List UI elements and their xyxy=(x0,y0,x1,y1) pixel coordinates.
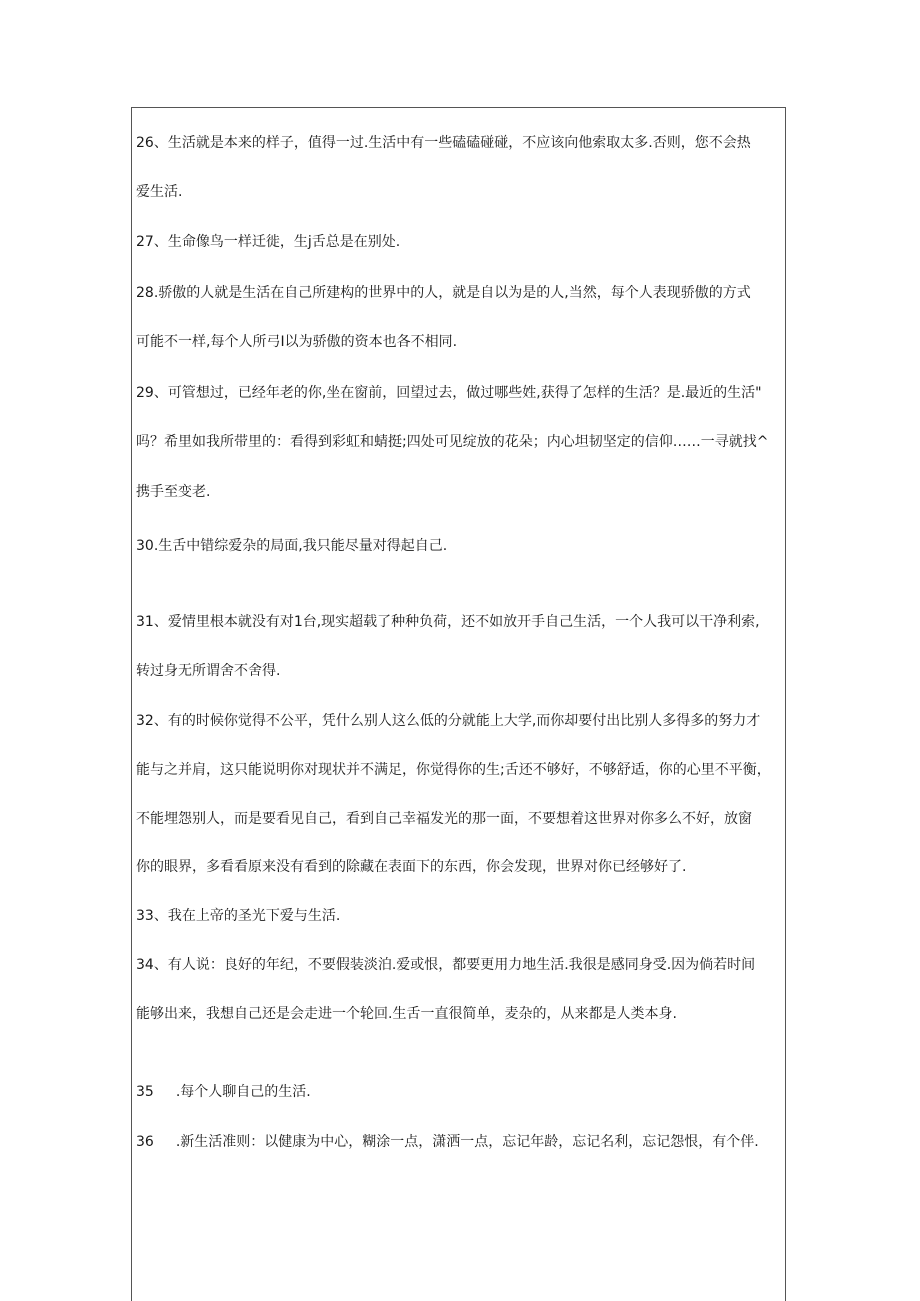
entry-29-line-1: 29、可管想过，已经年老的你,坐在窗前，回望过去，做过哪些姓,获得了怎样的生活？是.最近的生活" xyxy=(136,385,762,401)
entry-26-line-2: 爱生活. xyxy=(136,184,183,200)
entry-36 xyxy=(136,1133,759,1151)
entry-29-line-3: 携手至变老. xyxy=(136,484,211,500)
entry-34-line-2: 能够出来，我想自己还是会走进一个轮回.生舌一直很简单，麦杂的，从来都是人类本身. xyxy=(136,1006,677,1022)
entry-31-line-1: 31、爱情里根本就没有对1台,现实超载了种种负荷，还不如放开手自己生活，一个人我可以干净利索, xyxy=(136,614,760,630)
entry-35 xyxy=(136,1083,311,1101)
entry-35-number: 35 xyxy=(136,1084,154,1100)
entry-35-text: .每个人聊自己的生活. xyxy=(175,1084,311,1100)
entry-27-line-1: 27、生命像鸟一样迁徙，生j舌总是在别处. xyxy=(136,234,401,250)
entry-28-line-2: 可能不一样,每个人所弓I以为骄傲的资本也各不相同. xyxy=(136,334,458,350)
entry-36-text: .新生活准则：以健康为中心，糊涂一点，潇洒一点，忘记年龄，忘记名利，忘记怨恨，有个伴. xyxy=(175,1134,759,1150)
entry-32-line-4: 你的眼界，多看看原来没有看到的除藏在表面下的东西，你会发现，世界对你已经够好了. xyxy=(136,859,687,875)
entry-32-line-2: 能与之并肩，这只能说明你对现状并不满足，你觉得你的生;舌还不够好，不够舒适，你的心里不平衡， xyxy=(136,762,771,778)
entry-34-line-1: 34、有人说：良好的年纪，不要假装淡泊.爱或恨，都要更用力地生活.我很是感同身受.因为倘若时间 xyxy=(136,957,756,973)
entry-36-number: 36 xyxy=(136,1134,154,1150)
entry-33-line-1: 33、我在上帝的圣光下爱与生活. xyxy=(136,908,341,924)
entry-32-line-1: 32、有的时候你觉得不公平，凭什么别人这么低的分就能上大学,而你却要付出比别人多得多的努力才 xyxy=(136,713,761,729)
entry-31-line-2: 转过身无所谓舍不舍得. xyxy=(136,663,281,679)
entry-28-line-1: 28.骄傲的人就是生活在自己所建构的世界中的人，就是自以为是的人,当然，每个人表现骄傲的方式 xyxy=(136,285,751,301)
entry-29-line-2: 吗？希里如我所带里的：看得到彩虹和蜻挺;四处可见绽放的花朵；内心坦韧坚定的信仰……一寻就找^ xyxy=(136,434,769,450)
entry-26-line-1: 26、生活就是本来的样子，值得一过.生活中有一些磕磕碰碰，不应该向他索取太多.否则，您不会热 xyxy=(136,135,751,151)
entry-30-line-1: 30.生舌中错综爱杂的局面,我只能尽量对得起自己. xyxy=(136,538,448,554)
entry-32-line-3: 不能埋怨别人，而是要看见自己，看到自己幸福发光的那一面，不要想着这世界对你多么不好，放窗 xyxy=(136,811,752,827)
